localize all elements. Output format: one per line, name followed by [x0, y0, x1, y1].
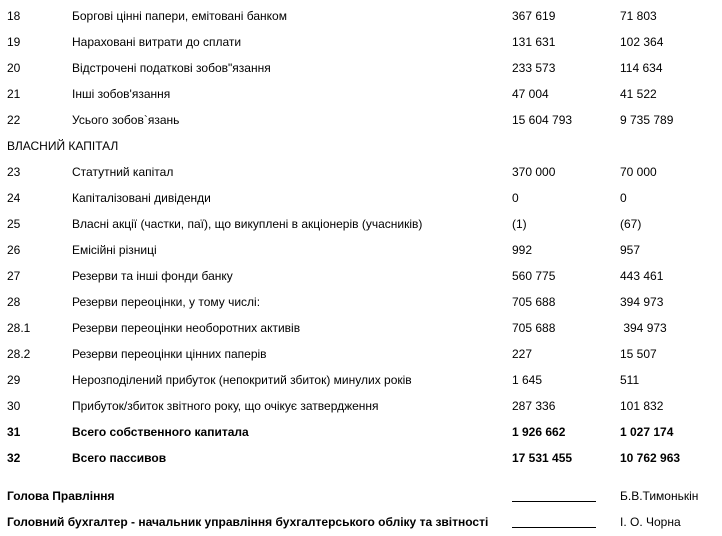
signature-line — [512, 515, 596, 528]
previous-period-value: 394 973 — [620, 321, 667, 335]
current-period-value: 560 775 — [512, 269, 556, 283]
previous-period-value: 394 973 — [620, 295, 664, 309]
row-number: 32 — [7, 451, 21, 465]
total-row — [0, 419, 722, 445]
current-period-value: 233 573 — [512, 61, 556, 75]
total-row — [0, 445, 722, 471]
previous-period-value: 102 364 — [620, 35, 664, 49]
row-label: Резерви переоцінки необоротних активів — [72, 321, 301, 335]
table-row — [0, 211, 722, 237]
table-row — [0, 107, 722, 133]
row-number: 23 — [7, 165, 21, 179]
previous-period-value: (67) — [620, 217, 642, 231]
previous-period-value: 114 634 — [620, 61, 663, 75]
signature-row — [0, 509, 722, 535]
row-label: Нерозподілений прибуток (непокритий збиток) минулих років — [72, 373, 412, 387]
row-label: Нараховані витрати до сплати — [72, 35, 242, 49]
current-period-value: 1 645 — [512, 373, 543, 387]
table-row — [0, 29, 722, 55]
previous-period-value: 15 507 — [620, 347, 657, 361]
row-number: 29 — [7, 373, 21, 387]
signature-row — [0, 483, 722, 509]
row-label: Власні акції (частки, паї), що викуплені в акціонерів (учасників) — [72, 217, 423, 231]
row-label: Усього зобов`язань — [72, 113, 180, 127]
signatory-role: Головний бухгалтер - начальник управління бухгалтерського обліку та звітності — [7, 515, 489, 529]
current-period-value: (1) — [512, 217, 527, 231]
previous-period-value: 511 — [620, 373, 640, 387]
previous-period-value: 0 — [620, 191, 627, 205]
current-period-value: 370 000 — [512, 165, 556, 179]
row-number: 28.2 — [7, 347, 31, 361]
table-row — [0, 81, 722, 107]
row-number: 28 — [7, 295, 21, 309]
previous-period-value: 1 027 174 — [620, 425, 674, 439]
row-number: 31 — [7, 425, 21, 439]
previous-period-value: 101 832 — [620, 399, 664, 413]
signatory-name: Б.В.Тимонькін — [620, 489, 699, 503]
current-period-value: 131 631 — [512, 35, 556, 49]
signatory-name: І. О. Чорна — [620, 515, 681, 529]
previous-period-value: 41 522 — [620, 87, 657, 101]
row-label: Статутний капітал — [72, 165, 174, 179]
row-label: Відстрочені податкові зобов"язання — [72, 61, 271, 75]
previous-period-value: 70 000 — [620, 165, 657, 179]
row-number: 26 — [7, 243, 21, 257]
row-number: 30 — [7, 399, 21, 413]
current-period-value: 47 004 — [512, 87, 549, 101]
current-period-value: 1 926 662 — [512, 425, 566, 439]
row-number: 19 — [7, 35, 21, 49]
current-period-value: 705 688 — [512, 295, 556, 309]
table-row — [0, 263, 722, 289]
row-label: Інші зобов'язання — [72, 87, 171, 101]
row-number: 22 — [7, 113, 21, 127]
signatory-role: Голова Правління — [7, 489, 115, 503]
row-number: 27 — [7, 269, 21, 283]
current-period-value: 227 — [512, 347, 533, 361]
signature-line — [512, 489, 596, 502]
table-row — [0, 3, 722, 29]
table-row — [0, 185, 722, 211]
previous-period-value: 957 — [620, 243, 641, 257]
section-heading-row — [0, 133, 722, 159]
table-row — [0, 393, 722, 419]
row-label: Емісійні різниці — [72, 243, 157, 257]
row-label: Капіталізовані дивіденди — [72, 191, 211, 205]
previous-period-value: 443 461 — [620, 269, 664, 283]
table-row — [0, 315, 722, 341]
previous-period-value: 10 762 963 — [620, 451, 681, 465]
current-period-value: 992 — [512, 243, 533, 257]
row-label: Прибуток/збиток звітного року, що очікує затвердження — [72, 399, 379, 413]
table-row — [0, 159, 722, 185]
row-number: 20 — [7, 61, 21, 75]
row-number: 25 — [7, 217, 21, 231]
table-row — [0, 341, 722, 367]
row-label: Резерви переоцінки цінних паперів — [72, 347, 267, 361]
row-number: 28.1 — [7, 321, 31, 335]
previous-period-value: 71 803 — [620, 9, 657, 23]
table-row — [0, 289, 722, 315]
current-period-value: 287 336 — [512, 399, 556, 413]
previous-period-value: 9 735 789 — [620, 113, 674, 127]
row-label: Всего пассивов — [72, 451, 167, 465]
current-period-value: 705 688 — [512, 321, 556, 335]
row-label: Боргові цінні папери, емітовані банком — [72, 9, 287, 23]
row-label: Резерви та інші фонди банку — [72, 269, 233, 283]
current-period-value: 367 619 — [512, 9, 556, 23]
row-label: Всего собственного капитала — [72, 425, 249, 439]
section-title: ВЛАСНИЙ КАПІТАЛ — [7, 139, 119, 153]
current-period-value: 15 604 793 — [512, 113, 573, 127]
row-number: 24 — [7, 191, 21, 205]
row-number: 21 — [7, 87, 21, 101]
table-row — [0, 367, 722, 393]
current-period-value: 0 — [512, 191, 519, 205]
row-number: 18 — [7, 9, 21, 23]
table-row — [0, 237, 722, 263]
row-label: Резерви переоцінки, у тому числі: — [72, 295, 261, 309]
table-row — [0, 55, 722, 81]
current-period-value: 17 531 455 — [512, 451, 573, 465]
